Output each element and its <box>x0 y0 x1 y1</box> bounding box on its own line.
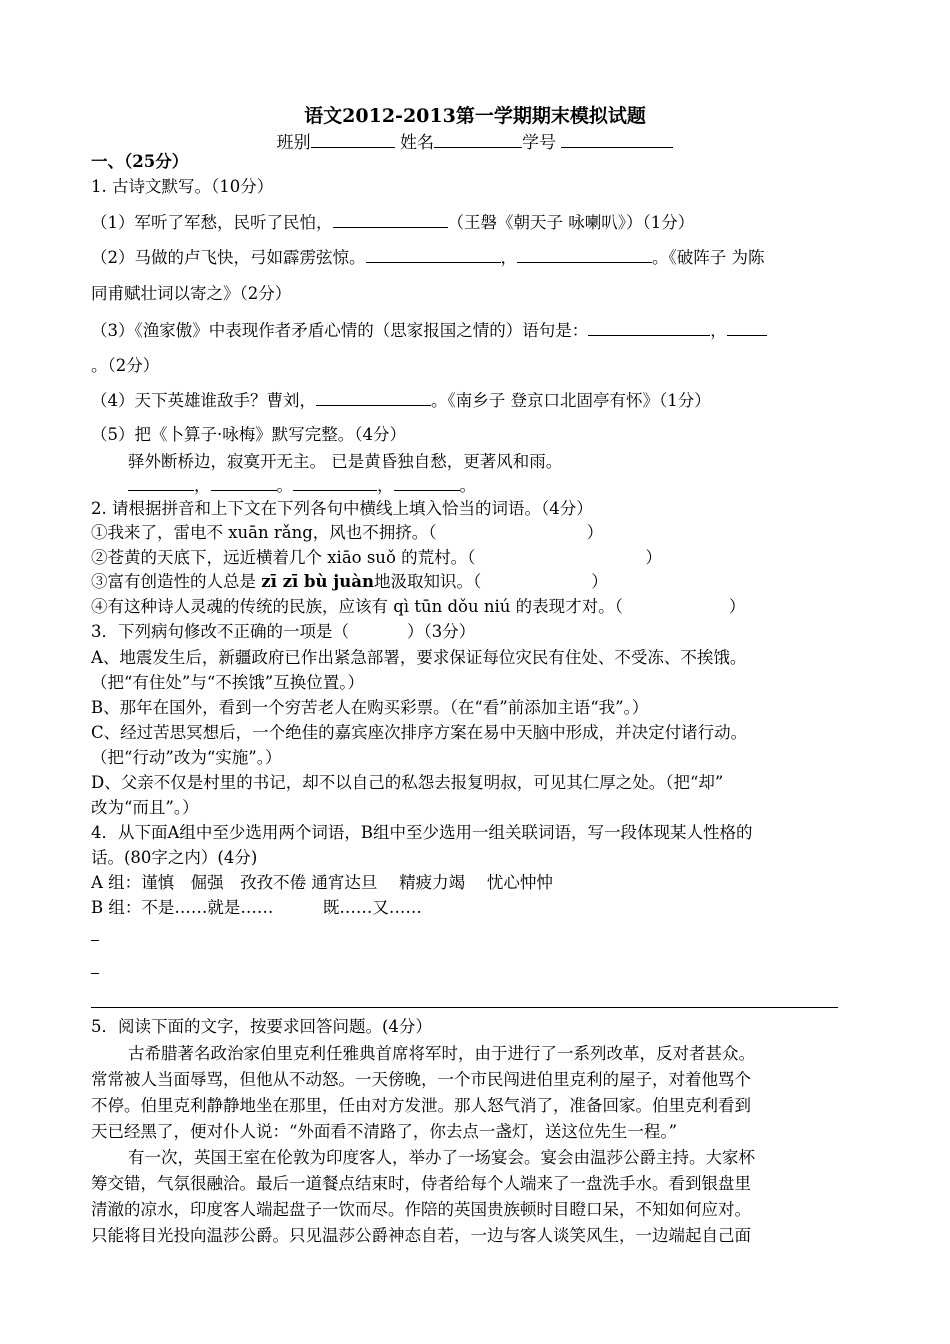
answer-blank[interactable] <box>293 473 377 491</box>
section-heading: 一、（25分） <box>91 152 189 171</box>
q1-3-text: （3）《渔家傲》中表现作者矛盾心情的（思家报国之情的）语句是： <box>91 321 589 340</box>
poem-line-1: 驿外断桥边，寂寞开无主。 已是黄昏独自愁，更著风和雨。 <box>128 452 563 471</box>
q2-heading: 2. 请根据拼音和上下文在下列各句中横线上填入恰当的词语。（4分） <box>91 499 593 518</box>
name-blank[interactable] <box>434 130 522 148</box>
answer-blank[interactable] <box>727 318 767 336</box>
q2-item-3 <box>91 570 608 594</box>
q1-item-3 <box>91 318 767 343</box>
q1-1-text: （1）军听了军愁，民听了民怕， <box>91 213 333 232</box>
poem-blanks <box>128 473 476 498</box>
q1-heading: 1. 古诗文默写。（10分） <box>91 177 274 196</box>
answer-blank[interactable] <box>211 473 277 491</box>
class-blank[interactable] <box>311 130 395 148</box>
q4-heading-cont: 话。(80字之内）(4分) <box>91 848 258 867</box>
q3-heading-end: ）（3分） <box>407 622 476 641</box>
passage-line: 有一次，英国王室在伦敦为印度客人，举办了一场宴会。宴会由温莎公爵主持。大家杯 <box>128 1148 755 1167</box>
punct: ） <box>728 597 746 616</box>
punct: ， <box>710 321 727 340</box>
q3-option-d: D、父亲不仅是村里的书记，却不以自己的私怨去报复明叔，可见其仁厚之处。（把“却” <box>91 773 724 792</box>
passage-line: 清澈的凉水，印度客人端起盘子一饮而尽。作陪的英国贵族顿时目瞪口呆，不知如何应对。 <box>91 1200 751 1219</box>
answer-blank[interactable] <box>394 473 460 491</box>
answer-line-stub[interactable] <box>91 940 99 941</box>
q5-heading: 5．阅读下面的文字，按要求回答问题。(4分） <box>91 1017 432 1036</box>
q1-item-5: （5）把《卜算子·咏梅》默写完整。（4分） <box>91 425 406 444</box>
q3-option-a: A、地震发生后，新疆政府已作出紧急部署，要求保证每位灾民有住处、不受冻、不挨饿。 <box>91 648 747 667</box>
punct: ， <box>377 476 394 495</box>
q4-group-b: B 组：不是……就是…… 既……又…… <box>91 898 422 917</box>
q1-4-source: 。《南乡子 登京口北固亭有怀》（1分） <box>431 391 711 410</box>
answer-blank[interactable] <box>588 318 710 336</box>
punct: 。 <box>276 476 293 495</box>
answer-line-stub[interactable] <box>91 973 99 974</box>
q3-option-a-note: （把“有住处”与“不挨饿”互换位置。） <box>91 673 364 692</box>
punct: ， <box>500 248 517 267</box>
q1-item-2-cont: 同甫赋壮词以寄之》（2分） <box>91 284 292 303</box>
q2-3-text: ③富有创造性的人总是 <box>91 572 262 591</box>
q2-2-text: ②苍黄的天底下，远近横着几个 xiāo suǒ 的荒村。（ <box>91 548 476 567</box>
passage-line: 只能将目光投向温莎公爵。只见温莎公爵神态自若，一边与客人谈笑风生，一边端起自己面 <box>91 1226 751 1245</box>
passage-line: 筹交错，气氛很融洽。最后一道餐点结束时，侍者给每个人端来了一盘洗手水。看到银盘里 <box>91 1174 751 1193</box>
answer-blank[interactable] <box>128 473 194 491</box>
q3-option-c-note: （把“行动”改为“实施”。） <box>91 748 282 767</box>
passage-line: 不停。伯里克利静静地坐在那里，任由对方发泄。那人怒气消了，准备回家。伯里克利看到 <box>91 1096 751 1115</box>
name-label: 姓名 <box>400 133 434 153</box>
q2-item-2 <box>91 546 662 570</box>
q2-3-text-end: 地汲取知识。（ <box>373 572 482 591</box>
q3-option-c: C、经过苦思冥想后，一个绝佳的嘉宾座次排序方案在易中天脑中形成，并决定付诸行动。 <box>91 723 748 742</box>
punct: ） <box>586 523 604 542</box>
q4-group-a: A 组：谨慎 倔强 孜孜不倦 通宵达旦 精疲力竭 忧心忡忡 <box>91 873 553 892</box>
passage-line: 天已经黑了，便对仆人说：“外面看不清路了，你去点一盏灯，送这位先生一程。” <box>91 1122 678 1141</box>
passage-line: 古希腊著名政治家伯里克利任雅典首席将军时，由于进行了一系列改革，反对者甚众。 <box>128 1044 755 1063</box>
q1-item-4 <box>91 388 711 413</box>
answer-line[interactable] <box>91 1007 838 1008</box>
answer-blank[interactable] <box>316 388 431 406</box>
q1-2-text: （2）马做的卢飞快，弓如霹雳弦惊。 <box>91 248 366 267</box>
number-label: 学号 <box>522 133 556 153</box>
q2-item-4 <box>91 595 745 619</box>
q1-item-3-cont: 。（2分） <box>91 356 160 375</box>
passage-line: 常常被人当面辱骂，但他从不动怒。一天傍晚，一个市民闯进伯里克利的屋子，对着他骂个 <box>91 1070 751 1089</box>
q1-4-text: （4）天下英雄谁敌手？曹刘， <box>91 391 316 410</box>
punct: ， <box>194 476 211 495</box>
page-title: 语文2012-2013第一学期期末模拟试题 <box>304 105 646 127</box>
punct: 。 <box>459 476 476 495</box>
q2-4-text: ④有这种诗人灵魂的传统的民族，应该有 qì tūn dǒu niú 的表现才对。（ <box>91 597 623 616</box>
number-blank[interactable] <box>561 130 673 148</box>
q4-heading: 4．从下面A组中至少选用两个词语，B组中至少选用一组关联词语，写一段体现某人性格的 <box>91 823 753 842</box>
q2-item-1 <box>91 521 603 545</box>
q1-item-1 <box>91 210 694 235</box>
punct: ） <box>645 548 662 567</box>
punct: ） <box>591 572 608 591</box>
answer-blank[interactable] <box>333 210 448 228</box>
q1-2-source: 。《破阵子 为陈 <box>652 248 765 267</box>
q1-item-2 <box>91 245 765 270</box>
q1-1-source: （王磐《朝天子 咏喇叭》）（1分） <box>447 213 695 232</box>
pinyin: zī zī bù juàn <box>261 572 374 591</box>
class-label: 班别 <box>276 133 311 153</box>
q3-option-d-note: 改为“而且”。） <box>91 798 199 817</box>
q2-1-text: ①我来了，雷电不 xuān rǎng，风也不拥挤。（ <box>91 523 437 542</box>
q3-heading-text: 3．下列病句修改不正确的一项是（ <box>91 622 349 641</box>
answer-blank[interactable] <box>517 245 652 263</box>
q3-option-b: B、那年在国外，看到一个穷苦老人在购买彩票。（在“看”前添加主语“我”。） <box>91 698 649 717</box>
answer-blank[interactable] <box>366 245 501 263</box>
q3-heading <box>91 620 475 644</box>
